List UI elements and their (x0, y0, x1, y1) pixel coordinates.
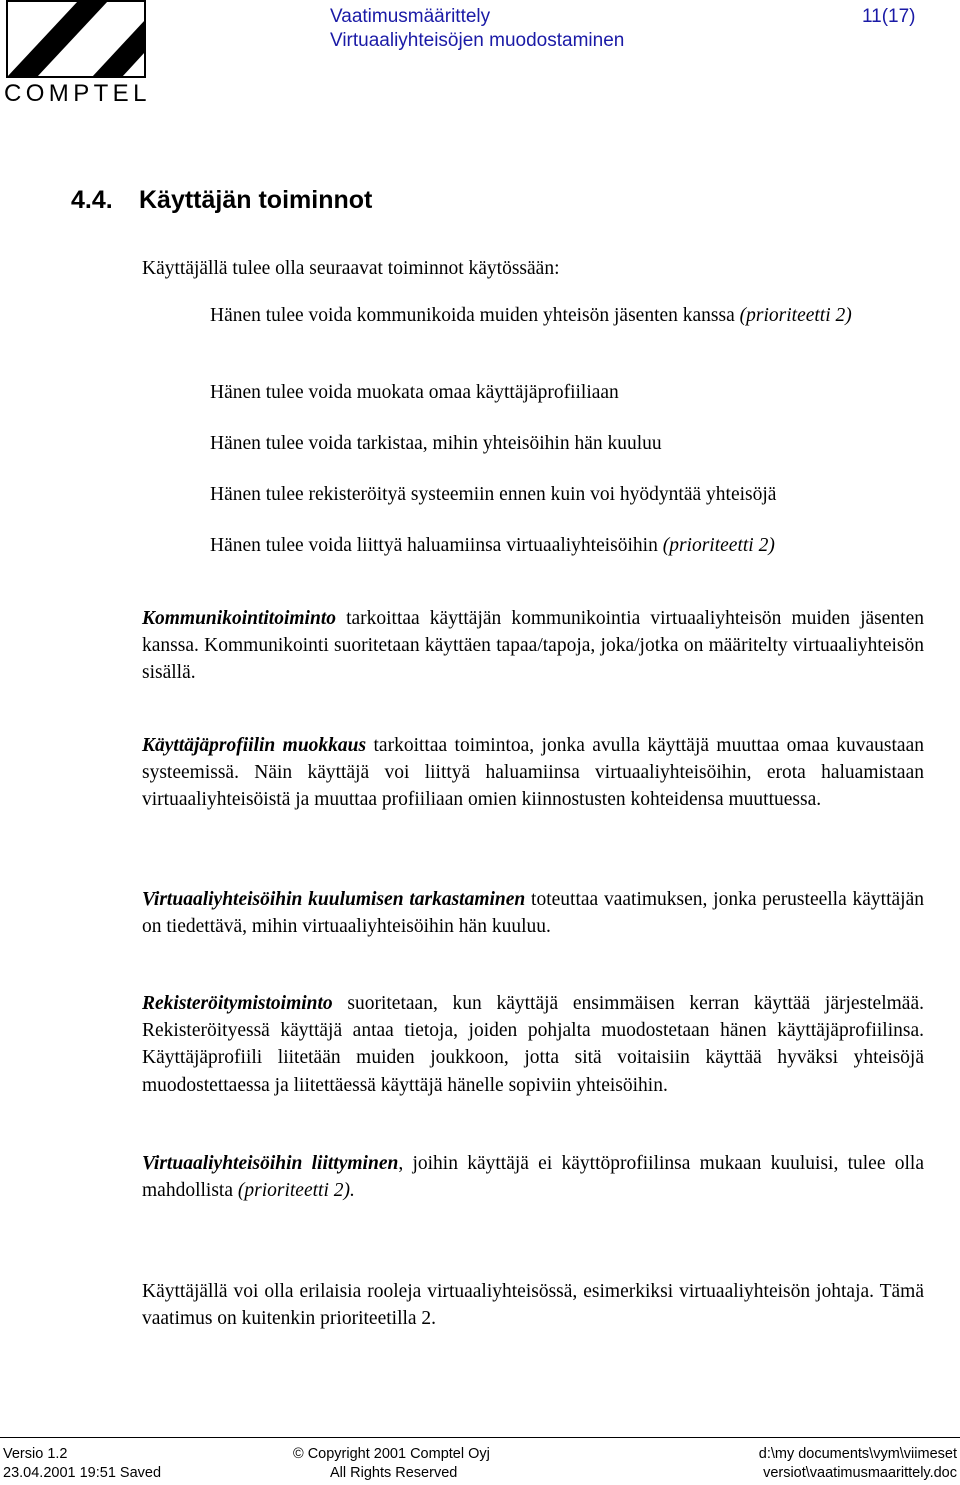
footer-divider (0, 1437, 960, 1438)
priority-note: (prioriteetti 2) (662, 535, 775, 556)
list-item-text: Hänen tulee voida tarkistaa, mihin yhteisöihin hän kuuluu (210, 433, 662, 454)
footer-rights: All Rights Reserved (330, 1465, 458, 1481)
list-item (210, 532, 924, 559)
list-item-text: Hänen tulee voida muokata omaa käyttäjäprofiiliaan (210, 382, 619, 403)
list-item-text: Hänen tulee voida liittyä haluamiinsa virtuaaliyhteisöihin (210, 535, 658, 556)
paragraph-roles (142, 1278, 924, 1332)
paragraph-text: toteuttaa vaatimuksen, jonka perusteella käyttäjän on tiedettävä, mihin virtuaaliyhteisöihin hän kuuluu. (142, 889, 924, 938)
paragraph-profile-editing (142, 732, 924, 814)
paragraph-term: Kommunikointitoiminto (142, 608, 336, 629)
comptel-logo (4, 0, 151, 108)
paragraph-term: Käyttäjäprofiilin muokkaus (142, 735, 367, 756)
footer-path-line2: versiot\vaatimusmaarittely.doc (763, 1465, 957, 1481)
page-number: 11(17) (862, 6, 916, 27)
paragraph-text: tarkoittaa toimintoa, jonka avulla käyttäjä muuttaa omaa kuvaustaan systeemissä. Näin käyttäjä voi liittyä haluamiinsa virtuaaliyhteisöihin, erota haluamistaan virtuaaliyhteisöistä ja muuttaa profiiliaan omien kiinnostusten kohteidensa muuttuessa. (142, 735, 924, 811)
comptel-logo-mark (6, 0, 146, 80)
footer-saved: 23.04.2001 19:51 Saved (3, 1465, 162, 1481)
footer-version: Versio 1.2 (3, 1446, 68, 1462)
paragraph-joining (142, 1150, 924, 1204)
section-number: 4.4. (71, 186, 113, 214)
paragraph-text: suoritetaan, kun käyttäjä ensimmäisen kerran käyttää järjestelmää. Rekisteröityessä käyttäjä antaa tietoja, joiden pohjalta muodostetaan hänen käyttäjäprofiilinsa. Käyttäjäprofiili liitetään muiden joukkoon, jotta sitä voitaisiin käyttää hyväksi yhteisöjä muodostettaessa ja liitettäessä käyttäjä hänelle sopiviin yhteisöihin. (142, 993, 924, 1096)
paragraph-text: tarkoittaa käyttäjän kommunikointia virtuaaliyhteisön muiden jäsenten kanssa. Kommunikointi suoritetaan käyttäen tapaa/tapoja, joka/jotka on määritelty virtuaaliyhteisön sisällä. (142, 608, 924, 684)
document-subtitle: Virtuaaliyhteisöjen muodostaminen (330, 30, 625, 51)
paragraph-term: Rekisteröitymistoiminto (142, 993, 333, 1014)
paragraph-term: Virtuaaliyhteisöihin kuulumisen tarkastaminen (142, 889, 526, 910)
list-item-text: Hänen tulee rekisteröityä systeemiin ennen kuin voi hyödyntää yhteisöjä (210, 484, 777, 505)
logo-text: COMPTEL (4, 80, 151, 107)
intro-text: Käyttäjällä tulee olla seuraavat toiminnot käytössään: (142, 258, 560, 279)
paragraph-communication (142, 605, 924, 687)
section-heading (71, 185, 372, 215)
paragraph-membership-check (142, 886, 924, 940)
footer-copyright: © Copyright 2001 Comptel Oyj (293, 1446, 490, 1462)
paragraph-term: Virtuaaliyhteisöihin liittyminen (142, 1153, 399, 1174)
paragraph-registration (142, 990, 924, 1099)
section-title: Käyttäjän toiminnot (139, 186, 373, 214)
priority-note: (prioriteetti 2) (739, 305, 852, 326)
list-item (210, 302, 924, 329)
document-title: Vaatimusmäärittely (330, 6, 491, 27)
priority-note: (prioriteetti 2). (237, 1180, 355, 1202)
list-item (210, 379, 924, 406)
paragraph-text: Käyttäjällä voi olla erilaisia rooleja virtuaaliyhteisössä, esimerkiksi virtuaaliyhteisön johtaja. Tämä vaatimus on kuitenkin prioriteetilla 2. (142, 1281, 924, 1330)
list-item-text: Hänen tulee voida kommunikoida muiden yhteisön jäsenten kanssa (210, 305, 735, 326)
footer-path-line1: d:\my documents\vym\viimeset (758, 1446, 957, 1462)
paragraph-text: , joihin käyttäjä ei käyttöprofiilinsa mukaan kuuluisi, tulee olla mahdollista (142, 1153, 924, 1202)
list-item (210, 430, 924, 457)
list-item (210, 481, 924, 508)
